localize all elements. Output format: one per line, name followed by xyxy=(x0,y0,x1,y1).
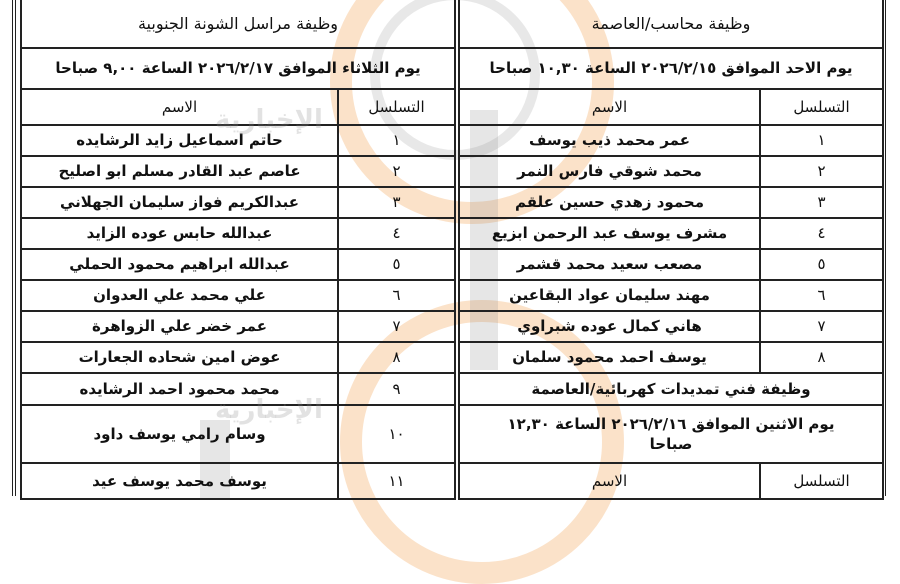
candidate-name: عاصم عبد القادر مسلم ابو اصليح xyxy=(21,156,338,187)
serial: ٨ xyxy=(338,342,455,373)
serial: ٢ xyxy=(338,156,455,187)
candidate-name: وسام رامي يوسف داود xyxy=(21,405,338,463)
serial: ١ xyxy=(760,125,883,156)
table-row xyxy=(21,249,455,280)
accountant-schedule-table xyxy=(458,0,884,500)
job2-interview-date: يوم الاثنين الموافق ٢٠٢٦/٢/١٦ الساعة ١٢,٣٠ صباحا xyxy=(459,405,883,463)
serial: ٧ xyxy=(760,311,883,342)
candidate-name: عمر محمد ذيب يوسف xyxy=(459,125,760,156)
serial: ٢ xyxy=(760,156,883,187)
serial: ٦ xyxy=(760,280,883,311)
candidate-name: يوسف احمد محمود سلمان xyxy=(459,342,760,373)
table-row xyxy=(21,280,455,311)
serial: ١ xyxy=(338,125,455,156)
candidate-name: عوض امين شحاده الجعارات xyxy=(21,342,338,373)
interview-date: يوم الثلاثاء الموافق ٢٠٢٦/٢/١٧ الساعة ٩,٠٠ صباحا xyxy=(21,48,455,89)
candidate-name: هاني كمال عوده شبراوي xyxy=(459,311,760,342)
serial: ٨ xyxy=(760,342,883,373)
watermark-text: الإخبارية xyxy=(215,105,323,135)
candidate-name: مشرف يوسف عبد الرحمن ابزيع xyxy=(459,218,760,249)
candidate-name: حاتم اسماعيل زايد الرشايده xyxy=(21,125,338,156)
table-row xyxy=(459,156,883,187)
table-row xyxy=(459,249,883,280)
serial: ٥ xyxy=(338,249,455,280)
candidate-name: مهند سليمان عواد البقاعين xyxy=(459,280,760,311)
interview-date: يوم الاحد الموافق ٢٠٢٦/٢/١٥ الساعة ١٠,٣٠ صباحا xyxy=(459,48,883,89)
candidate-name: محمود زهدي حسين علقم xyxy=(459,187,760,218)
candidate-name: محمد محمود احمد الرشايده xyxy=(21,373,338,405)
table-row xyxy=(21,373,455,405)
serial: ٣ xyxy=(760,187,883,218)
serial: ٣ xyxy=(338,187,455,218)
serial: ١٠ xyxy=(338,405,455,463)
col-name-header: الاسم xyxy=(459,89,760,125)
serial: ٤ xyxy=(760,218,883,249)
page-border-left xyxy=(12,0,16,496)
table-row xyxy=(21,311,455,342)
serial: ١١ xyxy=(338,463,455,499)
candidate-name: عمر خضر علي الزواهرة xyxy=(21,311,338,342)
table-row xyxy=(21,125,455,156)
table-row xyxy=(21,342,455,373)
serial: ٤ xyxy=(338,218,455,249)
table-row xyxy=(459,218,883,249)
candidate-name: محمد شوقي فارس النمر xyxy=(459,156,760,187)
job-title: وظيفة مراسل الشونة الجنوبية xyxy=(21,0,455,48)
table-row xyxy=(21,218,455,249)
table-row xyxy=(459,280,883,311)
job2-col-serial-header: التسلسل xyxy=(760,463,883,499)
col-serial-header: التسلسل xyxy=(760,89,883,125)
candidate-name: علي محمد علي العدوان xyxy=(21,280,338,311)
messenger-schedule-table xyxy=(20,0,456,500)
job2-col-name-header: الاسم xyxy=(459,463,760,499)
watermark-text: الإخبارية xyxy=(215,395,323,425)
table-row xyxy=(459,342,883,373)
candidate-name: يوسف محمد يوسف عيد xyxy=(21,463,338,499)
table-row xyxy=(21,187,455,218)
job-title: وظيفة محاسب/العاصمة xyxy=(459,0,883,48)
table-row xyxy=(459,311,883,342)
col-name-header: الاسم xyxy=(21,89,338,125)
table-row xyxy=(21,405,455,463)
table-row xyxy=(459,187,883,218)
col-serial-header: التسلسل xyxy=(338,89,455,125)
candidate-name: مصعب سعيد محمد قشمر xyxy=(459,249,760,280)
serial: ٥ xyxy=(760,249,883,280)
candidate-name: عبدالكريم فواز سليمان الجهلاني xyxy=(21,187,338,218)
candidate-name: عبدالله حابس عوده الزايد xyxy=(21,218,338,249)
serial: ٧ xyxy=(338,311,455,342)
candidate-name: عبدالله ابراهيم محمود الحملي xyxy=(21,249,338,280)
table-row xyxy=(459,125,883,156)
table-row xyxy=(21,156,455,187)
job2-title: وظيفة فني تمديدات كهربائية/العاصمة xyxy=(459,373,883,405)
serial: ٩ xyxy=(338,373,455,405)
serial: ٦ xyxy=(338,280,455,311)
